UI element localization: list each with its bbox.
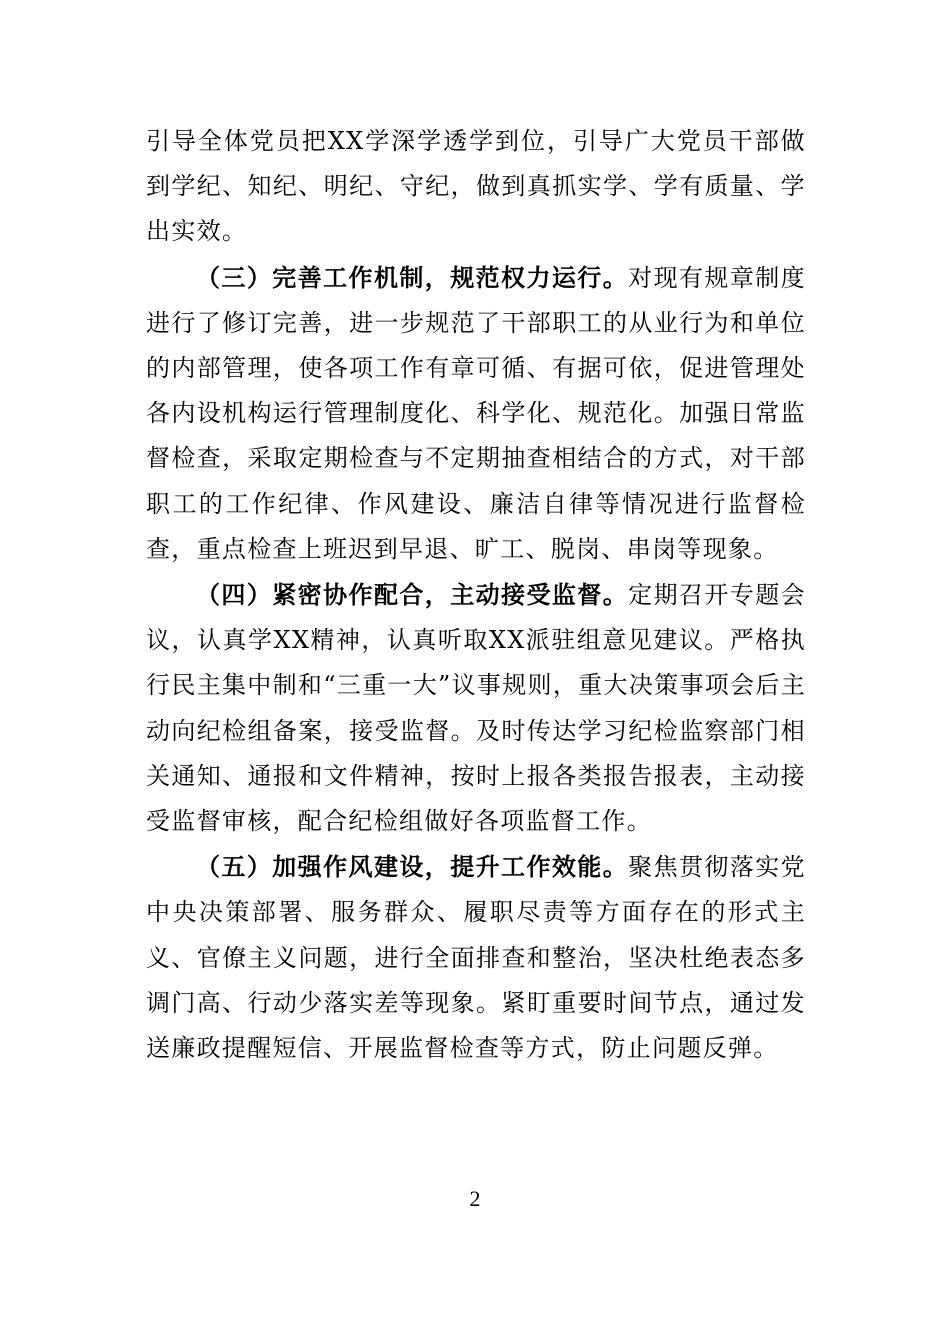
section-4-text: 定期召开专题会议，认真学XX精神，认真听取XX派驻组意见建议。严格执行民主集中制和“三重一大”议事规则，重大决策事项会后主动向纪检组备案，接受监督。及时传达学习纪检监察部门相关通知、通报和文件精神，按时上报各类报告报表，主动接受监督审核，配合纪检组做好各项监督工作。 [146, 581, 806, 836]
section-5-text: 聚焦贯彻落实党中央决策部署、服务群众、履职尽责等方面存在的形式主义、官僚主义问题，进行全面排查和整治，坚决杜绝表态多调门高、行动少落实差等现象。紧盯重要时间节点，通过发送廉政提醒短信、开展监督检查等方式，防止问题反弹。 [146, 853, 806, 1063]
page-number: 2 [469, 1186, 481, 1211]
section-4-heading: （四）紧密协作配合，主动接受监督。 [196, 580, 629, 610]
body-text [146, 119, 806, 1071]
paragraph-1-text: 引导全体党员把XX学深学透学到位，引导广大党员干部做到学纪、知纪、明纪、守纪，做到真抓实学、学有质量、学出实效。 [146, 127, 806, 246]
paragraph-continuation [146, 119, 806, 255]
paragraph-section-5 [146, 844, 806, 1071]
section-3-text: 对现有规章制度进行了修订完善，进一步规范了干部职工的从业行为和单位的内部管理，使各项工作有章可循、有据可依，促进管理处各内设机构运行管理制度化、科学化、规范化。加强日常监督检查，采取定期检查与不定期抽查相结合的方式，对干部职工的工作纪律、作风建设、廉洁自律等情况进行监督检查，重点检查上班迟到早退、旷工、脱岗、串岗等现象。 [146, 263, 806, 563]
section-3-heading: （三）完善工作机制，规范权力运行。 [196, 262, 629, 292]
paragraph-section-3 [146, 255, 806, 572]
paragraph-section-4 [146, 572, 806, 844]
section-5-heading: （五）加强作风建设，提升工作效能。 [196, 852, 629, 882]
